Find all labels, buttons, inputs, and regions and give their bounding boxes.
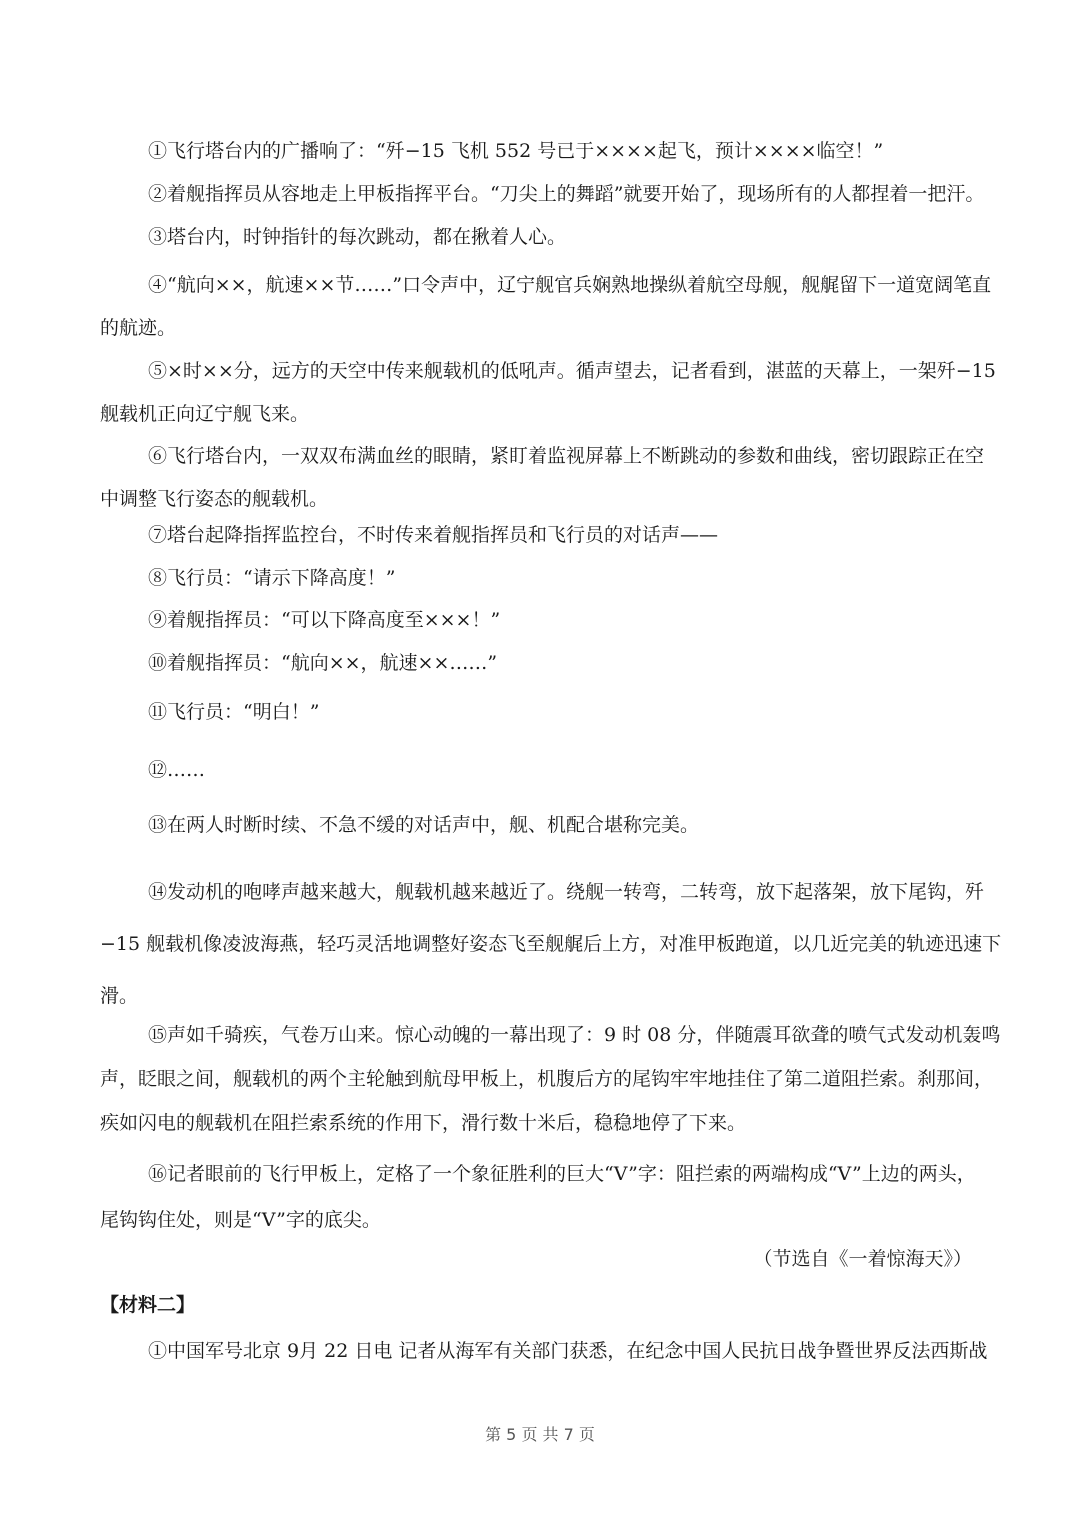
paragraph-13 xyxy=(100,810,986,840)
paragraph-9 xyxy=(100,605,986,635)
paragraph-line: ⑥飞行塔台内，一双双布满血丝的眼睛，紧盯着监视屏幕上不断跳动的参数和曲线，密切跟踪正在空 xyxy=(148,445,985,467)
paragraph-line: ①中国军号北京 9月 22 日电 记者从海军有关部门获悉，在纪念中国人民抗日战争暨世界反法西斯战 xyxy=(148,1340,988,1362)
paragraph-6 xyxy=(100,435,986,521)
paragraph-line: 滑。 xyxy=(100,985,139,1007)
paragraph-line: ⑯记者眼前的飞行甲板上，定格了一个象征胜利的巨大“V”字：阻拦索的两端构成“V”上边的两头， xyxy=(148,1163,976,1185)
paragraph-8 xyxy=(100,563,986,593)
paragraph-1 xyxy=(100,136,986,166)
paragraph-3 xyxy=(100,222,986,252)
paragraph-10 xyxy=(100,648,986,678)
excerpt-source: （节选自《一着惊海天》） xyxy=(753,1248,972,1270)
paragraph-2 xyxy=(100,179,986,209)
paragraph-line: ⑫…… xyxy=(148,759,206,781)
paragraph-4 xyxy=(100,264,992,350)
paragraph-material-two-1 xyxy=(100,1336,986,1366)
paragraph-7 xyxy=(100,520,986,550)
paragraph-line: 舰载机正向辽宁舰飞来。 xyxy=(100,403,310,425)
paragraph-14 xyxy=(100,866,1002,1022)
paragraph-line: 的航迹。 xyxy=(100,317,177,339)
paragraph-line: 中调整飞行姿态的舰载机。 xyxy=(100,488,329,510)
paragraph-line: ⑧飞行员：“请示下降高度！” xyxy=(148,567,396,589)
paragraph-12 xyxy=(100,755,986,785)
paragraph-line: ⑮声如千骑疾，气卷万山来。惊心动魄的一幕出现了：9 时 08 分，伴随震耳欲聋的喷气式发动机轰鸣 xyxy=(148,1024,1001,1046)
paragraph-15 xyxy=(100,1013,1001,1145)
paragraph-11 xyxy=(100,697,986,727)
paragraph-16 xyxy=(100,1151,986,1243)
paragraph-line: ⑤×时××分，远方的天空中传来舰载机的低吼声。循声望去，记者看到，湛蓝的天幕上，一架歼−15 xyxy=(148,360,996,382)
paragraph-line: 疾如闪电的舰载机在阻拦索系统的作用下，滑行数十米后，稳稳地停了下来。 xyxy=(100,1112,747,1134)
page-number-footer: 第 5 页 共 7 页 xyxy=(485,1425,595,1444)
paragraph-5 xyxy=(100,350,996,436)
paragraph-line: ⑨着舰指挥员：“可以下降高度至×××！” xyxy=(148,609,501,631)
paragraph-line: ①飞行塔台内的广播响了：“歼−15 飞机 552 号已于××××起飞，预计××××临空！” xyxy=(148,140,884,162)
paragraph-line: ⑦塔台起降指挥监控台，不时传来着舰指挥员和飞行员的对话声—— xyxy=(148,524,719,546)
paragraph-line: ④“航向××，航速××节……”口令声中，辽宁舰官兵娴熟地操纵着航空母舰，舰艉留下一道宽阔笔直 xyxy=(148,274,992,296)
section-heading-material-two: 【材料二】 xyxy=(100,1294,196,1316)
paragraph-line: ②着舰指挥员从容地走上甲板指挥平台。“刀尖上的舞蹈”就要开始了，现场所有的人都捏着一把汗。 xyxy=(148,183,985,205)
paragraph-line: ⑬在两人时断时续、不急不缓的对话声中，舰、机配合堪称完美。 xyxy=(148,814,700,836)
paragraph-line: ⑭发动机的咆哮声越来越大，舰载机越来越近了。绕舰一转弯，二转弯，放下起落架，放下尾钩，歼 xyxy=(148,881,985,903)
paragraph-line: −15 舰载机像凌波海燕，轻巧灵活地调整好姿态飞至舰艉后上方，对准甲板跑道，以几近完美的轨迹迅速下 xyxy=(100,933,1002,955)
paragraph-line: 尾钩钩住处，则是“V”字的底尖。 xyxy=(100,1209,381,1231)
paragraph-line: ⑪飞行员：“明白！” xyxy=(148,701,320,723)
paragraph-line: 声，眨眼之间，舰载机的两个主轮触到航母甲板上，机腹后方的尾钩牢牢地挂住了第二道阻拦索。刹那间， xyxy=(100,1068,994,1090)
paragraph-line: ⑩着舰指挥员：“航向××，航速××……” xyxy=(148,652,498,674)
paragraph-line: ③塔台内，时钟指针的每次跳动，都在揪着人心。 xyxy=(148,226,567,248)
